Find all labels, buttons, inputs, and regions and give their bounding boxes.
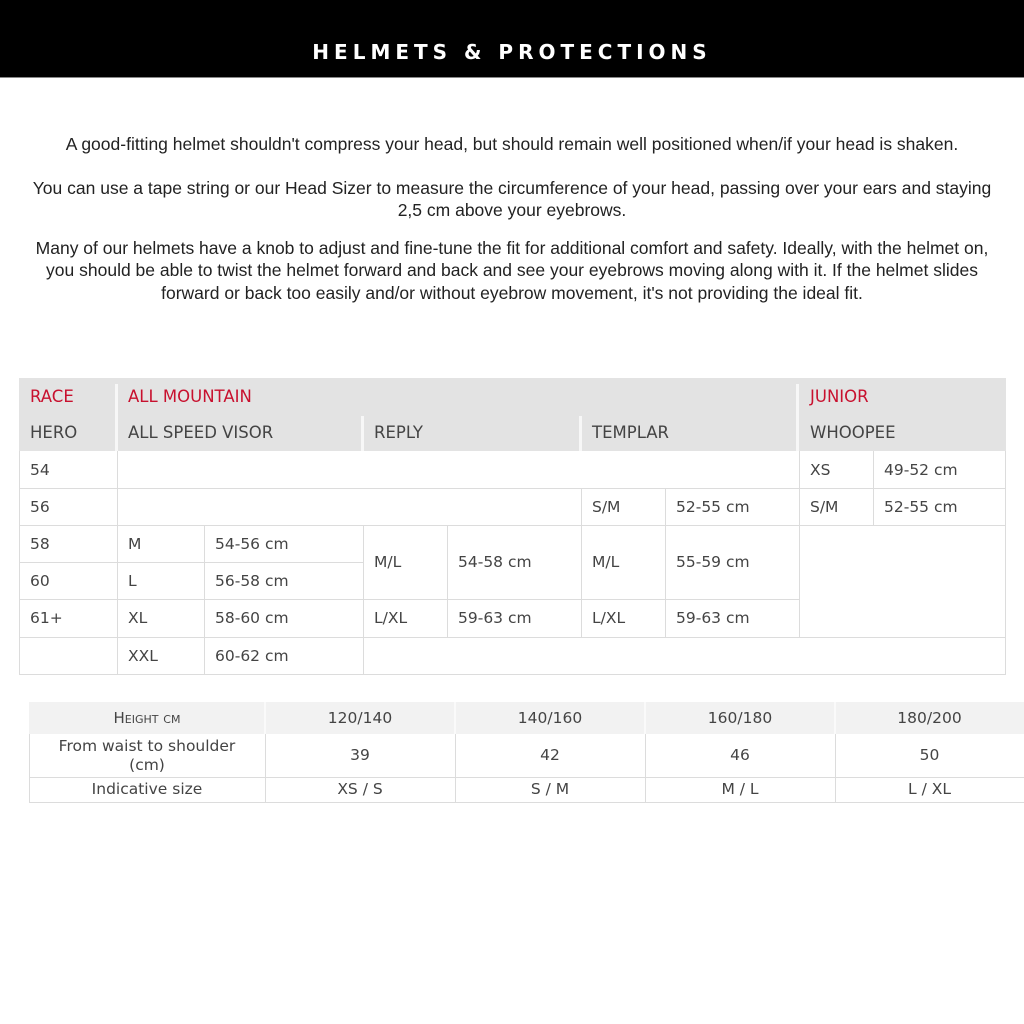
asv-range: 56-58 cm [215, 571, 289, 590]
indicative-size-value: S / M [530, 780, 570, 798]
asv-size: XXL [128, 646, 158, 665]
asv-size: XL [128, 609, 148, 627]
hero-size: 56 [30, 497, 50, 516]
height-range: 180/200 [897, 708, 962, 727]
templar-size: S/M [592, 497, 621, 516]
templar-range: 55-59 cm [676, 553, 750, 571]
model-whoopee: WHOOPEE [810, 423, 896, 442]
category-all-mountain: ALL MOUNTAIN [128, 386, 252, 406]
whoopee-range: 49-52 cm [884, 460, 958, 479]
model-hero: HERO [30, 423, 78, 442]
asv-range: 60-62 cm [215, 646, 289, 665]
height-range: 120/140 [327, 708, 393, 727]
model-all-speed-visor: ALL SPEED VISOR [128, 423, 274, 442]
waist-to-shoulder-value: 46 [730, 746, 750, 764]
page-title: HELMETS & PROTECTIONS [312, 40, 712, 64]
templar-size: M/L [592, 553, 620, 571]
category-junior: JUNIOR [810, 386, 869, 406]
row-header-height: Height cm [113, 708, 181, 727]
intro-paragraph: A good-fitting helmet shouldn't compress your head, but should remain well positioned when/if your head is shaken. [65, 134, 959, 154]
waist-to-shoulder-value: 39 [350, 746, 370, 764]
templar-range: 59-63 cm [676, 609, 750, 627]
grid-line [29, 802, 1024, 803]
hero-size: 58 [30, 534, 50, 553]
height-range: 140/160 [517, 708, 583, 727]
reply-range: 54-58 cm [458, 553, 532, 571]
indicative-size-value: L / XL [908, 780, 951, 798]
intro-paragraph: Many of our helmets have a knob to adjust and fine-tune the fit for additional comfort and safety. Ideally, with the helmet on, you should be able to twist the helmet forward and back and see your eyebrows moving along with it. If the helmet slides forward or back too easily and/or without eyebrow movement, it's not providing the ideal fit. [35, 237, 989, 303]
templar-size: L/XL [592, 609, 626, 627]
whoopee-size: S/M [810, 497, 839, 516]
whoopee-size: XS [810, 460, 831, 479]
waist-to-shoulder-value: 42 [540, 746, 560, 764]
indicative-size-value: XS / S [337, 780, 383, 798]
reply-range: 59-63 cm [458, 609, 532, 627]
row-header-waist-to-shoulder: From waist to shoulder (cm) [58, 736, 236, 774]
hero-size: 54 [30, 460, 50, 479]
top-banner [0, 0, 1024, 78]
whoopee-range: 52-55 cm [884, 497, 958, 516]
category-race: RACE [30, 386, 74, 406]
height-range: 160/180 [707, 708, 773, 727]
templar-range: 52-55 cm [676, 497, 750, 516]
intro-text [30, 133, 994, 304]
indicative-size-value: M / L [721, 780, 759, 798]
reply-size: M/L [374, 553, 402, 571]
asv-range: 54-56 cm [215, 534, 289, 553]
reply-size: L/XL [374, 609, 408, 627]
helmet-size-table [19, 378, 1006, 674]
asv-range: 58-60 cm [215, 609, 289, 627]
hero-size: 61+ [30, 609, 63, 627]
body-size-table [29, 702, 1024, 802]
model-templar: TEMPLAR [592, 423, 670, 442]
row-header-indicative-size: Indicative size [91, 780, 203, 798]
model-reply: REPLY [374, 423, 423, 442]
hero-size: 60 [30, 571, 50, 590]
intro-paragraph: You can use a tape string or our Head Sizer to measure the circumference of your head, passing over your ears and staying 2,5 cm above your eyebrows. [32, 177, 992, 220]
asv-size: L [128, 571, 137, 590]
waist-to-shoulder-value: 50 [919, 746, 940, 764]
asv-size: M [128, 534, 142, 553]
grid-line [19, 674, 1006, 675]
